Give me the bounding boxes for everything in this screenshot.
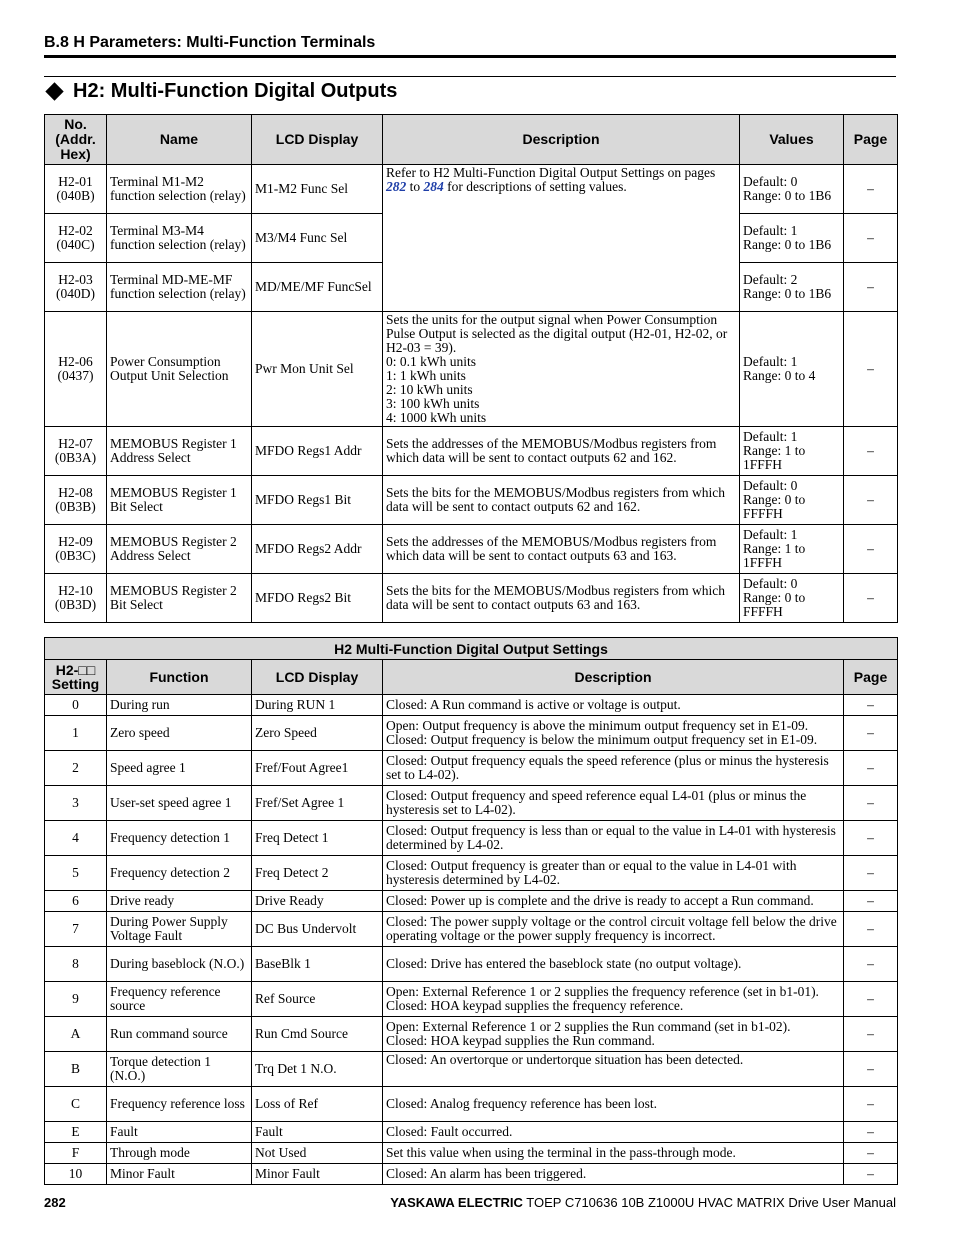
parameter-address: (0437) — [57, 368, 94, 383]
setting-description: Closed: A Run command is active or voltage is output. — [383, 695, 844, 716]
parameter-address: (040D) — [56, 286, 95, 301]
parameter-address: (0B3D) — [54, 597, 97, 612]
setting-page: – — [844, 821, 898, 856]
setting-description: Closed: Output frequency and speed reference equal L4-01 (plus or minus the hysteresis set to L4-02). — [383, 786, 844, 821]
parameter-name: MEMOBUS Register 1 Bit Select — [107, 476, 252, 525]
setting-row — [45, 891, 898, 912]
setting-function: Drive ready — [107, 891, 252, 912]
setting-row — [45, 1164, 898, 1185]
setting-lcd: Freq Detect 2 — [252, 856, 383, 891]
setting-row — [45, 1052, 898, 1087]
setting-lcd: Minor Fault — [252, 1164, 383, 1185]
setting-lcd: Fref/Set Agree 1 — [252, 786, 383, 821]
column-header-lcd: LCD Display — [252, 660, 383, 695]
setting-page: – — [844, 751, 898, 786]
desc-option: 3: 100 kWh units — [386, 396, 480, 411]
setting-function: During run — [107, 695, 252, 716]
setting-lcd: Ref Source — [252, 982, 383, 1017]
default-value: Default: 0 — [743, 478, 798, 493]
parameter-values — [740, 525, 844, 574]
range-value: Range: 0 to 1B6 — [743, 188, 832, 203]
parameter-id: H2-07 — [58, 436, 93, 451]
parameter-number — [45, 525, 107, 574]
parameter-description — [383, 525, 740, 574]
setting-lcd: Fref/Fout Agree1 — [252, 751, 383, 786]
setting-row — [45, 982, 898, 1017]
range-value: Range: 1 to 1FFFH — [743, 443, 806, 472]
parameter-row — [45, 312, 898, 427]
lcd-display: MFDO Regs1 Addr — [252, 427, 383, 476]
parameter-number — [45, 427, 107, 476]
section-divider — [44, 55, 896, 58]
setting-function: Frequency reference loss — [107, 1087, 252, 1122]
setting-function: Run command source — [107, 1017, 252, 1052]
setting-description: Closed: Fault occurred. — [383, 1122, 844, 1143]
parameter-name: Power Consumption Output Unit Selection — [107, 312, 252, 427]
column-header-description: Description — [383, 660, 844, 695]
setting-lcd: Loss of Ref — [252, 1087, 383, 1122]
parameter-table — [44, 114, 898, 623]
setting-row — [45, 695, 898, 716]
parameter-name: Terminal M1-M2 function selection (relay) — [107, 165, 252, 214]
parameter-address: (040B) — [56, 188, 95, 203]
parameter-values — [740, 427, 844, 476]
setting-page: – — [844, 891, 898, 912]
setting-description: Closed: Power up is complete and the drive is ready to accept a Run command. — [383, 891, 844, 912]
parameter-id: H2-08 — [58, 485, 93, 500]
setting-value: 9 — [45, 982, 107, 1017]
setting-value: 1 — [45, 716, 107, 751]
setting-description: Closed: An overtorque or undertorque situation has been detected. — [383, 1052, 844, 1087]
title-divider — [44, 76, 896, 77]
desc-text: Sets the addresses of the MEMOBUS/Modbus registers from which data will be sent to contact outputs 62 and 162. — [386, 436, 717, 465]
column-header-function: Function — [107, 660, 252, 695]
setting-value: 6 — [45, 891, 107, 912]
lcd-display: M3/M4 Func Sel — [252, 214, 383, 263]
page-title-row — [44, 80, 397, 103]
setting-lcd: Drive Ready — [252, 891, 383, 912]
desc-text: for descriptions of setting values. — [443, 179, 627, 194]
parameter-row — [45, 476, 898, 525]
setting-page: – — [844, 947, 898, 982]
parameter-number — [45, 214, 107, 263]
parameter-values — [740, 214, 844, 263]
parameter-name: MEMOBUS Register 1 Address Select — [107, 427, 252, 476]
parameter-row — [45, 427, 898, 476]
page-ref: – — [844, 476, 898, 525]
column-header-lcd: LCD Display — [252, 115, 383, 165]
parameter-values — [740, 263, 844, 312]
setting-lcd: Freq Detect 1 — [252, 821, 383, 856]
setting-value: 10 — [45, 1164, 107, 1185]
parameter-number — [45, 263, 107, 312]
parameter-number — [45, 312, 107, 427]
setting-row — [45, 947, 898, 982]
parameter-description — [383, 574, 740, 623]
setting-value: 4 — [45, 821, 107, 856]
parameter-values — [740, 574, 844, 623]
desc-option: 0: 0.1 kWh units — [386, 354, 476, 369]
parameter-number — [45, 574, 107, 623]
manual-name: TOEP C710636 10B Z1000U HVAC MATRIX Drive User Manual — [522, 1195, 896, 1210]
setting-page: – — [844, 716, 898, 751]
settings-table-caption: H2 Multi-Function Digital Output Settings — [45, 638, 898, 660]
setting-function: Frequency detection 1 — [107, 821, 252, 856]
desc-option: 2: 10 kWh units — [386, 382, 473, 397]
setting-value: A — [45, 1017, 107, 1052]
parameter-row — [45, 525, 898, 574]
setting-lcd: DC Bus Undervolt — [252, 912, 383, 947]
setting-row — [45, 1087, 898, 1122]
setting-page: – — [844, 1164, 898, 1185]
lcd-display: MD/ME/MF FuncSel — [252, 263, 383, 312]
setting-page: – — [844, 786, 898, 821]
page-link-284[interactable]: 284 — [423, 179, 444, 194]
parameter-name: MEMOBUS Register 2 Bit Select — [107, 574, 252, 623]
parameter-id: H2-06 — [58, 354, 93, 369]
setting-row — [45, 1122, 898, 1143]
setting-description: Closed: The power supply voltage or the control circuit voltage fell below the drive operating voltage or the power supply frequency is incorrect. — [383, 912, 844, 947]
setting-row — [45, 1017, 898, 1052]
setting-function: Speed agree 1 — [107, 751, 252, 786]
setting-description: Closed: Drive has entered the baseblock state (no output voltage). — [383, 947, 844, 982]
page-title: H2: Multi-Function Digital Outputs — [73, 80, 398, 102]
default-value: Default: 1 — [743, 223, 798, 238]
default-value: Default: 1 — [743, 354, 798, 369]
desc-text: Sets the addresses of the MEMOBUS/Modbus registers from which data will be sent to contact outputs 63 and 163. — [386, 534, 717, 563]
settings-table-header — [45, 660, 898, 695]
setting-row — [45, 1143, 898, 1164]
page-ref: – — [844, 574, 898, 623]
parameter-values — [740, 476, 844, 525]
parameter-description — [383, 476, 740, 525]
default-value: Default: 0 — [743, 576, 798, 591]
range-value: Range: 0 to FFFFH — [743, 590, 806, 619]
setting-description: Open: Output frequency is above the minimum output frequency set in E1-09. Closed: Output frequency is below the minimum output frequency set in E1-09. — [383, 716, 844, 751]
default-value: Default: 2 — [743, 272, 798, 287]
parameter-number — [45, 476, 107, 525]
setting-function: Fault — [107, 1122, 252, 1143]
setting-lcd: Fault — [252, 1122, 383, 1143]
lcd-display: MFDO Regs2 Bit — [252, 574, 383, 623]
desc-text: Sets the bits for the MEMOBUS/Modbus registers from which data will be sent to contact outputs 62 and 162. — [386, 485, 725, 514]
setting-function: Torque detection 1 (N.O.) — [107, 1052, 252, 1087]
setting-lcd: Trq Det 1 N.O. — [252, 1052, 383, 1087]
setting-value: 5 — [45, 856, 107, 891]
brand-name: YASKAWA ELECTRIC — [390, 1195, 523, 1210]
setting-page: – — [844, 1122, 898, 1143]
page-number: 282 — [44, 1195, 66, 1210]
setting-page: – — [844, 695, 898, 716]
setting-value: 3 — [45, 786, 107, 821]
setting-function: Zero speed — [107, 716, 252, 751]
desc-text: Sets the bits for the MEMOBUS/Modbus registers from which data will be sent to contact outputs 63 and 163. — [386, 583, 725, 612]
setting-page: – — [844, 982, 898, 1017]
setting-page: – — [844, 912, 898, 947]
setting-lcd: During RUN 1 — [252, 695, 383, 716]
page-ref: – — [844, 312, 898, 427]
setting-function: Minor Fault — [107, 1164, 252, 1185]
parameter-id: H2-01 — [58, 174, 93, 189]
page-ref: – — [844, 427, 898, 476]
setting-description: Closed: Output frequency is less than or equal to the value in L4-01 with hysteresis determined by L4-02. — [383, 821, 844, 856]
setting-function: User-set speed agree 1 — [107, 786, 252, 821]
section-header: B.8 H Parameters: Multi-Function Terminals — [44, 34, 376, 51]
setting-row — [45, 716, 898, 751]
parameter-address: (040C) — [56, 237, 95, 252]
parameter-id: H2-10 — [58, 583, 93, 598]
desc-text: Refer to H2 Multi-Function Digital Output Settings on pages — [386, 165, 716, 180]
setting-row — [45, 786, 898, 821]
setting-lcd: Not Used — [252, 1143, 383, 1164]
parameter-row — [45, 165, 898, 214]
setting-page: – — [844, 1143, 898, 1164]
setting-value: B — [45, 1052, 107, 1087]
desc-text: Sets the units for the output signal when Power Consumption Pulse Output is selected as the digital output (H2-01, H2-02, or H2-03 = 39). — [386, 312, 728, 355]
parameter-name: Terminal MD-ME-MF function selection (relay) — [107, 263, 252, 312]
parameter-id: H2-02 — [58, 223, 93, 238]
range-value: Range: 0 to 4 — [743, 368, 816, 383]
setting-value: 8 — [45, 947, 107, 982]
column-header-description: Description — [383, 115, 740, 165]
setting-value: C — [45, 1087, 107, 1122]
parameter-id: H2-03 — [58, 272, 93, 287]
default-value: Default: 1 — [743, 527, 798, 542]
setting-value: E — [45, 1122, 107, 1143]
range-value: Range: 0 to FFFFH — [743, 492, 806, 521]
column-header-name: Name — [107, 115, 252, 165]
parameter-description — [383, 312, 740, 427]
lcd-display: MFDO Regs1 Bit — [252, 476, 383, 525]
lcd-display: M1-M2 Func Sel — [252, 165, 383, 214]
column-header-no: No. (Addr. Hex) — [45, 115, 107, 165]
setting-description: Closed: An alarm has been triggered. — [383, 1164, 844, 1185]
page-ref: – — [844, 165, 898, 214]
parameter-name: Terminal M3-M4 function selection (relay) — [107, 214, 252, 263]
default-value: Default: 1 — [743, 429, 798, 444]
column-header-page: Page — [844, 660, 898, 695]
setting-description: Closed: Output frequency is greater than or equal to the value in L4-01 with hysteresis determined by L4-02. — [383, 856, 844, 891]
page-ref: – — [844, 525, 898, 574]
setting-function: Frequency detection 2 — [107, 856, 252, 891]
setting-lcd: Run Cmd Source — [252, 1017, 383, 1052]
setting-function: Frequency reference source — [107, 982, 252, 1017]
setting-function: During Power Supply Voltage Fault — [107, 912, 252, 947]
setting-description: Closed: Analog frequency reference has been lost. — [383, 1087, 844, 1122]
column-header-values: Values — [740, 115, 844, 165]
footer-manual-title — [390, 1195, 896, 1210]
parameter-address: (0B3A) — [54, 450, 97, 465]
desc-text: to — [406, 179, 424, 194]
range-value: Range: 0 to 1B6 — [743, 237, 832, 252]
setting-value: F — [45, 1143, 107, 1164]
setting-description: Open: External Reference 1 or 2 supplies the Run command (set in b1-02). Closed: HOA keypad supplies the Run command. — [383, 1017, 844, 1052]
parameter-row — [45, 574, 898, 623]
range-value: Range: 1 to 1FFFH — [743, 541, 806, 570]
setting-row — [45, 751, 898, 786]
parameter-address: (0B3B) — [55, 499, 96, 514]
setting-row — [45, 821, 898, 856]
parameter-name: MEMOBUS Register 2 Address Select — [107, 525, 252, 574]
setting-value: 0 — [45, 695, 107, 716]
page-link-282[interactable]: 282 — [386, 179, 407, 194]
column-header-setting: H2-□□ Setting — [45, 660, 107, 695]
lcd-display: Pwr Mon Unit Sel — [252, 312, 383, 427]
setting-row — [45, 856, 898, 891]
page-ref: – — [844, 263, 898, 312]
range-value: Range: 0 to 1B6 — [743, 286, 832, 301]
parameter-values — [740, 312, 844, 427]
parameter-number — [45, 165, 107, 214]
setting-row — [45, 912, 898, 947]
parameter-description — [383, 427, 740, 476]
parameter-table-header — [45, 115, 898, 165]
setting-function: During baseblock (N.O.) — [107, 947, 252, 982]
setting-page: – — [844, 1087, 898, 1122]
diamond-bullet-icon — [45, 82, 63, 100]
setting-value: 7 — [45, 912, 107, 947]
desc-option: 1: 1 kWh units — [386, 368, 466, 383]
setting-page: – — [844, 1017, 898, 1052]
setting-description: Open: External Reference 1 or 2 supplies the frequency reference (set in b1-01). Closed: HOA keypad supplies the frequency reference. — [383, 982, 844, 1017]
desc-option: 4: 1000 kWh units — [386, 410, 487, 425]
parameter-id: H2-09 — [58, 534, 93, 549]
setting-page: – — [844, 1052, 898, 1087]
parameter-values — [740, 165, 844, 214]
default-value: Default: 0 — [743, 174, 798, 189]
column-header-page: Page — [844, 115, 898, 165]
setting-description: Set this value when using the terminal in the pass-through mode. — [383, 1143, 844, 1164]
lcd-display: MFDO Regs2 Addr — [252, 525, 383, 574]
parameter-address: (0B3C) — [55, 548, 96, 563]
setting-lcd: Zero Speed — [252, 716, 383, 751]
setting-page: – — [844, 856, 898, 891]
settings-table — [44, 637, 898, 1185]
parameter-description — [383, 165, 740, 312]
setting-value: 2 — [45, 751, 107, 786]
page-ref: – — [844, 214, 898, 263]
setting-description: Closed: Output frequency equals the speed reference (plus or minus the hysteresis set to L4-02). — [383, 751, 844, 786]
setting-function: Through mode — [107, 1143, 252, 1164]
setting-lcd: BaseBlk 1 — [252, 947, 383, 982]
